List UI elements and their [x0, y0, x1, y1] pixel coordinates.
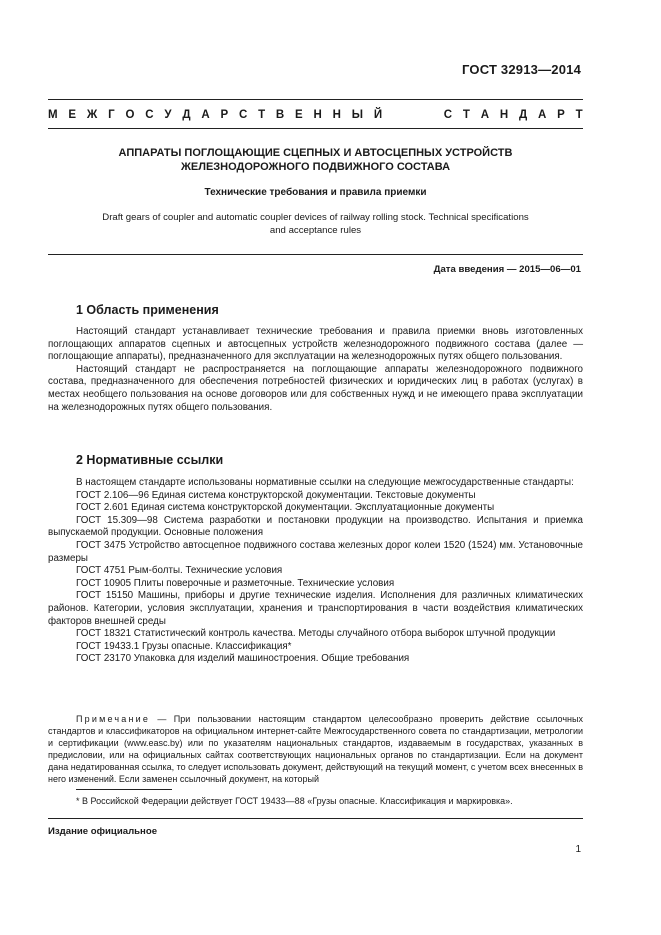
official-edition-label: Издание официальное — [48, 826, 158, 837]
title-letter: Е — [68, 109, 77, 121]
reference-item: ГОСТ 10905 Плиты поверочные и разметочные. Технические условия — [76, 577, 395, 589]
title-letter: Й — [373, 109, 383, 121]
title-letter: А — [480, 109, 490, 121]
section-2-body — [48, 477, 583, 666]
title-letter: С — [238, 109, 248, 121]
reference-item: ГОСТ 2.601 Единая система конструкторской документации. Эксплуатационные документы — [76, 502, 495, 514]
title-letter: Т — [575, 109, 583, 121]
title-letter: В — [275, 109, 285, 121]
title-gap — [393, 109, 433, 121]
footer-rule — [48, 818, 583, 819]
page-number: 1 — [575, 844, 581, 855]
title-letter: О — [125, 109, 135, 121]
footnote: * В Российской Федерации действует ГОСТ 19433—88 «Грузы опасные. Классификация и маркировка». — [76, 796, 513, 806]
subtitle-en — [48, 211, 583, 237]
title-letter: Т — [462, 109, 470, 121]
section-2-intro: В настоящем стандарте использованы нормативные ссылки на следующие межгосударственные стандарты: — [76, 477, 574, 488]
note-paragraph — [48, 713, 583, 785]
reference-item: ГОСТ 3475 Устройство автосцепное подвижного состава железных дорог колеи 1520 (1524) мм. Установочные размеры — [48, 539, 583, 564]
footnote-separator — [76, 789, 172, 790]
title-letter: Е — [295, 109, 303, 121]
title-rule — [48, 128, 583, 129]
title-letter: У — [164, 109, 172, 121]
standard-type-title — [48, 109, 583, 121]
title-letter: С — [443, 109, 453, 121]
title-line-2: ЖЕЛЕЗНОДОРОЖНОГО ПОДВИЖНОГО СОСТАВА — [180, 161, 451, 173]
top-rule — [48, 99, 583, 100]
section-2-heading: 2 Нормативные ссылки — [76, 453, 224, 467]
title-letter: Р — [220, 109, 229, 121]
title-letter: Д — [182, 109, 191, 121]
note-label: Примечание — [76, 714, 151, 724]
reference-item: ГОСТ 15.309—98 Система разработки и постановки продукции на производство. Испытания и приемка выпускаемой продукции. Основные положения — [48, 514, 583, 539]
date-rule — [48, 254, 583, 255]
reference-item: ГОСТ 15150 Машины, приборы и другие технические изделия. Исполнения для различных климатических районов. Категории, условия эксплуатации, хранения и транспортирования в части воздействия климатических факторов внешней среды — [48, 590, 583, 627]
title-letter: А — [537, 109, 547, 121]
document-title — [48, 146, 583, 174]
title-letter: Н — [332, 109, 341, 121]
reference-item: ГОСТ 19433.1 Грузы опасные. Классификация* — [76, 640, 292, 652]
title-letter: Ы — [351, 109, 364, 121]
note-text: — При пользовании настоящим стандартом целесообразно проверить действие ссылочных стандартов и классификаторов на официальном интернет-сайте Межгосударственного совета по стандартизации, метрологии и сертификации (www.easc.by) или по указателям национальных стандартов, издаваемым в государствах, указанных в предисловии, или на официальных сайтах соответствующих национальных органов по стандартизации. Если на документ дана недатированная ссылка, то следует использовать документ, действующий на текущий момент, с учетом всех внесенных в него изменений. Если заменен ссылочный документ, на который — [48, 714, 583, 784]
reference-item: ГОСТ 2.106—96 Единая система конструкторской документации. Текстовые документы — [76, 489, 476, 501]
section-1-body — [48, 326, 583, 414]
subtitle-ru: Технические требования и правила приемки — [204, 187, 427, 198]
section-1-paragraph-1: Настоящий стандарт устанавливает технические требования и правила приемки вновь изготовленных поглощающих аппаратов сцепных и автосцепных устройств железнодорожного подвижного состава (далее — поглощающие аппараты), предназначенного для эксплуатации на железнодорожных путях общего пользования. — [48, 326, 583, 363]
reference-item: ГОСТ 4751 Рым-болты. Технические условия — [76, 565, 283, 577]
title-letter: С — [145, 109, 154, 121]
title-letter: Н — [313, 109, 322, 121]
title-line-1: АППАРАТЫ ПОГЛОЩАЮЩИЕ СЦЕПНЫХ И АВТОСЦЕПНЫХ УСТРОЙСТВ — [118, 147, 513, 159]
title-letter: Ж — [86, 109, 98, 121]
doc-number: ГОСТ 32913—2014 — [462, 62, 581, 77]
section-1-paragraph-2: Настоящий стандарт не распространяется на поглощающие аппараты железнодорожного подвижного состава, предназначенного для обеспечения потребностей физических и юридических лиц в работах (услугах) в местах необщего пользования на основе договоров или для собственных нужд и не имеющего права эксплуатации на железнодорожных путях общего пользования. — [48, 363, 583, 413]
reference-item: ГОСТ 18321 Статистический контроль качества. Методы случайного отбора выборок штучной продукции — [76, 628, 556, 640]
introduction-date: Дата введения — 2015—06—01 — [433, 264, 581, 275]
title-letter: М — [48, 109, 58, 121]
title-letter: Т — [258, 109, 266, 121]
title-letter: Н — [499, 109, 509, 121]
title-letter: А — [201, 109, 210, 121]
reference-item: ГОСТ 23170 Упаковка для изделий машиностроения. Общие требования — [76, 653, 410, 665]
title-letter: Д — [518, 109, 528, 121]
subtitle-en-line-2: and acceptance rules — [269, 225, 362, 236]
section-1-heading: 1 Область применения — [76, 303, 219, 317]
subtitle-en-line-1: Draft gears of coupler and automatic coupler devices of railway rolling stock. Technical specifications — [102, 212, 529, 223]
title-letter: Р — [557, 109, 565, 121]
title-letter: Г — [108, 109, 115, 121]
